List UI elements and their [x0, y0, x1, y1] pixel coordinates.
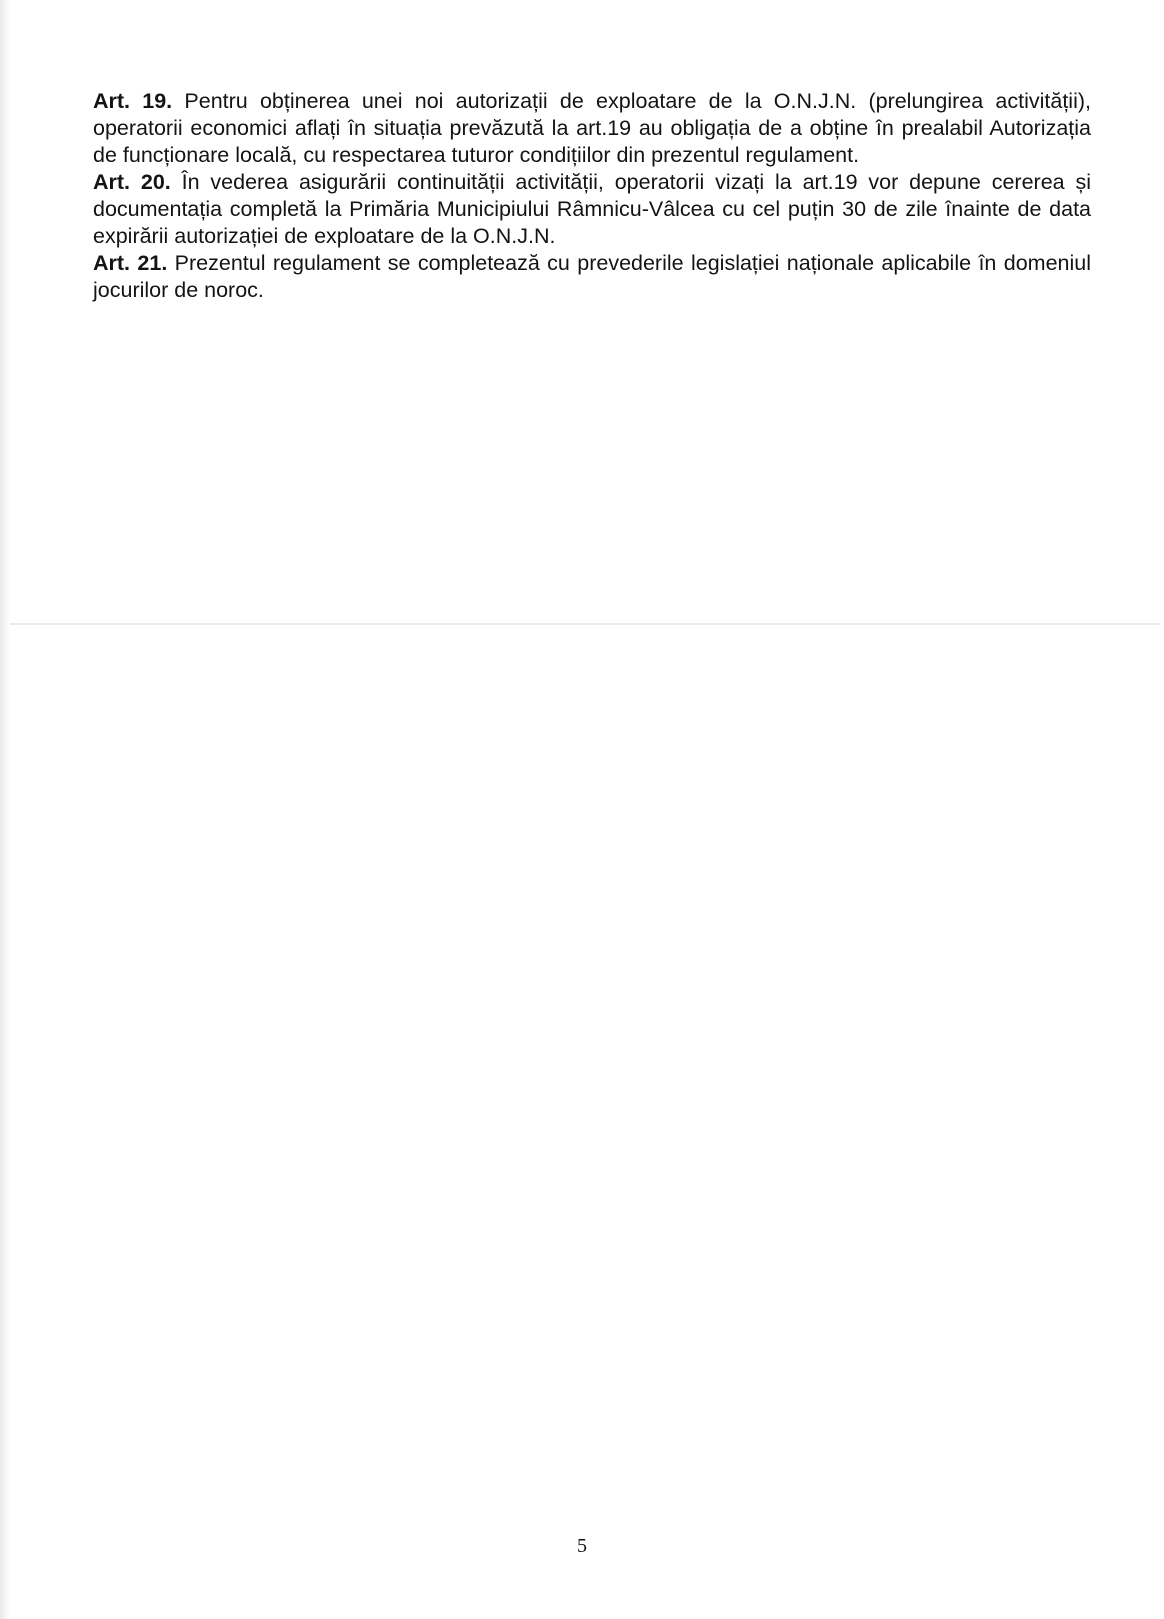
article-20-label: Art. 20.	[93, 170, 171, 194]
page-number: 5	[577, 1535, 587, 1557]
page-fold-line	[10, 623, 1160, 625]
document-body	[93, 88, 1091, 304]
page-edge-shadow	[0, 0, 10, 1619]
article-19	[93, 88, 1091, 169]
article-20-text: În vederea asigurării continuității activității, operatorii vizați la art.19 vor depune cererea și documentația completă la Primăria Municipiului Râmnicu-Vâlcea cu cel puțin 30 de zile înainte de data expirării autorizației de exploatare de la O.N.J.N.	[93, 170, 1091, 248]
article-21	[93, 250, 1091, 304]
article-19-text: Pentru obținerea unei noi autorizații de exploatare de la O.N.J.N. (prelungirea activității), operatorii economici aflați în situația prevăzută la art.19 au obligația de a obține în prealabil Autorizația de funcționare locală, cu respectarea tuturor condițiilor din prezentul regulament.	[93, 89, 1091, 167]
article-19-label: Art. 19.	[93, 89, 173, 113]
article-20	[93, 169, 1091, 250]
article-21-label: Art. 21.	[93, 251, 168, 275]
article-21-text: Prezentul regulament se completează cu prevederile legislației naționale aplicabile în domeniul jocurilor de noroc.	[93, 251, 1091, 302]
